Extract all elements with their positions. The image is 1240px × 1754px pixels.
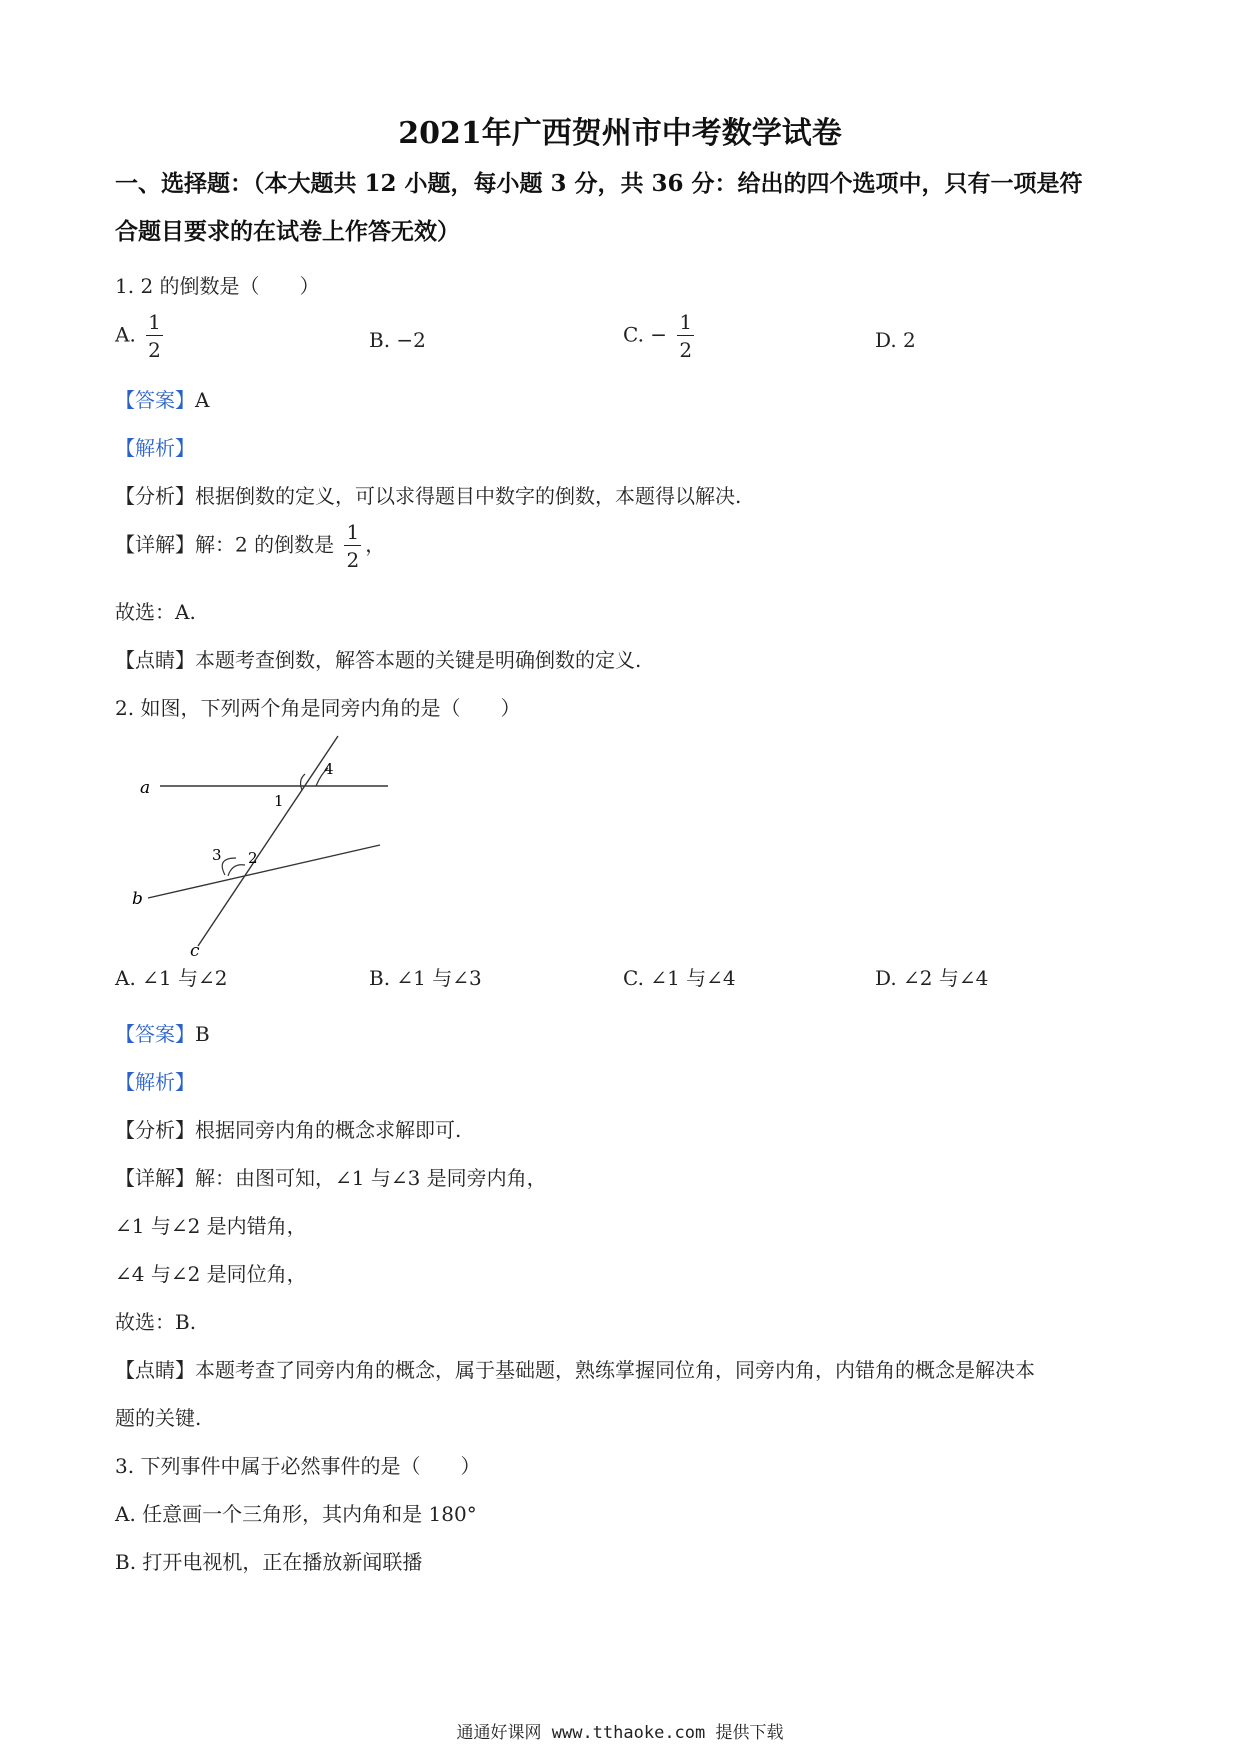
q2-stem: 2. 如图，下列两个角是同旁内角的是（ ） (115, 696, 521, 720)
q1-analysis-tag: 【分析】 (115, 484, 195, 508)
q1-answer-tag: 【答案】 (115, 388, 195, 412)
q1-option-d: D. 2 (875, 328, 916, 352)
q2-comment (115, 1354, 1035, 1383)
q2-comment-tag: 【点睛】 (115, 1358, 195, 1382)
q1-detail-text: 解：2 的倒数是 (195, 532, 335, 557)
page-footer: 通通好课网 www.tthaoke.com 提供下载 (456, 1723, 784, 1743)
label-angle-3: 3 (212, 846, 222, 864)
q2-answer (115, 1018, 210, 1047)
q1-detail-denominator: 2 (346, 548, 360, 572)
q1-option-c-label: C. − (623, 322, 668, 347)
q1-comment (115, 644, 641, 673)
q3-option-a: A. 任意画一个三角形，其内角和是 180° (115, 1502, 477, 1526)
q2-detail (115, 1162, 547, 1191)
label-angle-1: 1 (274, 792, 284, 810)
q1-detail (115, 522, 385, 570)
q1-answer (115, 384, 209, 413)
q2-option-b: B. ∠1 与∠3 (369, 966, 482, 990)
q1-option-c-fraction (677, 312, 694, 360)
line-b (148, 845, 380, 898)
q2-analysis (115, 1114, 461, 1143)
q1-detail-tag: 【详解】 (115, 532, 195, 557)
q1-option-c (623, 312, 698, 360)
q2-conclusion: 故选：B. (115, 1310, 197, 1334)
q1-option-a (115, 312, 167, 360)
q2-analysis-tag: 【分析】 (115, 1118, 195, 1142)
q2-option-c: C. ∠1 与∠4 (623, 966, 736, 990)
label-b: b (132, 889, 143, 909)
label-angle-2: 2 (248, 849, 258, 867)
q1-detail-end: ， (365, 532, 386, 557)
q2-comment-line2: 题的关键. (115, 1406, 202, 1430)
line-c (198, 736, 338, 946)
q2-detail-line3: ∠4 与∠2 是同位角， (115, 1262, 307, 1286)
q3-option-b: B. 打开电视机，正在播放新闻联播 (115, 1550, 423, 1574)
label-a: a (140, 778, 151, 798)
q2-option-d: D. ∠2 与∠4 (875, 966, 989, 990)
q1-comment-tag: 【点睛】 (115, 648, 195, 672)
q1-stem: 1. 2 的倒数是（ ） (115, 274, 320, 298)
q2-detail-tag: 【详解】 (115, 1166, 195, 1190)
q1-jiexi-tag: 【解析】 (115, 436, 195, 460)
q1-option-a-label: A. (115, 322, 136, 347)
q2-detail-line2: ∠1 与∠2 是内错角， (115, 1214, 307, 1238)
section-heading-line2: 合题目要求的在试卷上作答无效） (115, 218, 460, 245)
q2-detail-text: 解：由图可知，∠1 与∠3 是同旁内角， (195, 1166, 547, 1190)
q2-answer-value: B (195, 1022, 210, 1046)
q1-option-a-denominator: 2 (148, 338, 161, 362)
q3-stem: 3. 下列事件中属于必然事件的是（ ） (115, 1454, 481, 1478)
q1-option-a-numerator: 1 (148, 310, 161, 334)
label-angle-4: 4 (324, 760, 334, 778)
label-c: c (190, 941, 200, 958)
q2-figure (128, 728, 408, 958)
q1-analysis-text: 根据倒数的定义，可以求得题目中数字的倒数，本题得以解决. (195, 484, 742, 508)
q2-comment-text: 本题考查了同旁内角的概念，属于基础题，熟练掌握同位角，同旁内角，内错角的概念是解决本 (195, 1358, 1035, 1382)
q2-answer-tag: 【答案】 (115, 1022, 195, 1046)
q2-jiexi-tag: 【解析】 (115, 1070, 195, 1094)
q1-detail-numerator: 1 (346, 520, 360, 544)
q1-answer-value: A (195, 388, 210, 412)
section-heading-line1: 一、选择题：（本大题共 12 小题，每小题 3 分，共 36 分：给出的四个选项中，只有一项是符 (115, 170, 1083, 197)
q2-analysis-text: 根据同旁内角的概念求解即可. (195, 1118, 462, 1142)
q1-option-c-denominator: 2 (679, 338, 693, 362)
q2-option-a: A. ∠1 与∠2 (115, 966, 228, 990)
q1-option-b: B. −2 (369, 328, 426, 352)
section-heading (115, 160, 1135, 256)
q1-comment-text: 本题考查倒数，解答本题的关键是明确倒数的定义. (195, 648, 642, 672)
q1-detail-fraction (344, 522, 361, 570)
q1-option-a-fraction (146, 312, 163, 360)
page-title: 2021年广西贺州市中考数学试卷 (398, 116, 842, 151)
q1-option-c-numerator: 1 (679, 310, 693, 334)
q1-conclusion: 故选：A. (115, 600, 196, 624)
q1-analysis (115, 480, 741, 509)
angle-2-arc (228, 865, 245, 876)
